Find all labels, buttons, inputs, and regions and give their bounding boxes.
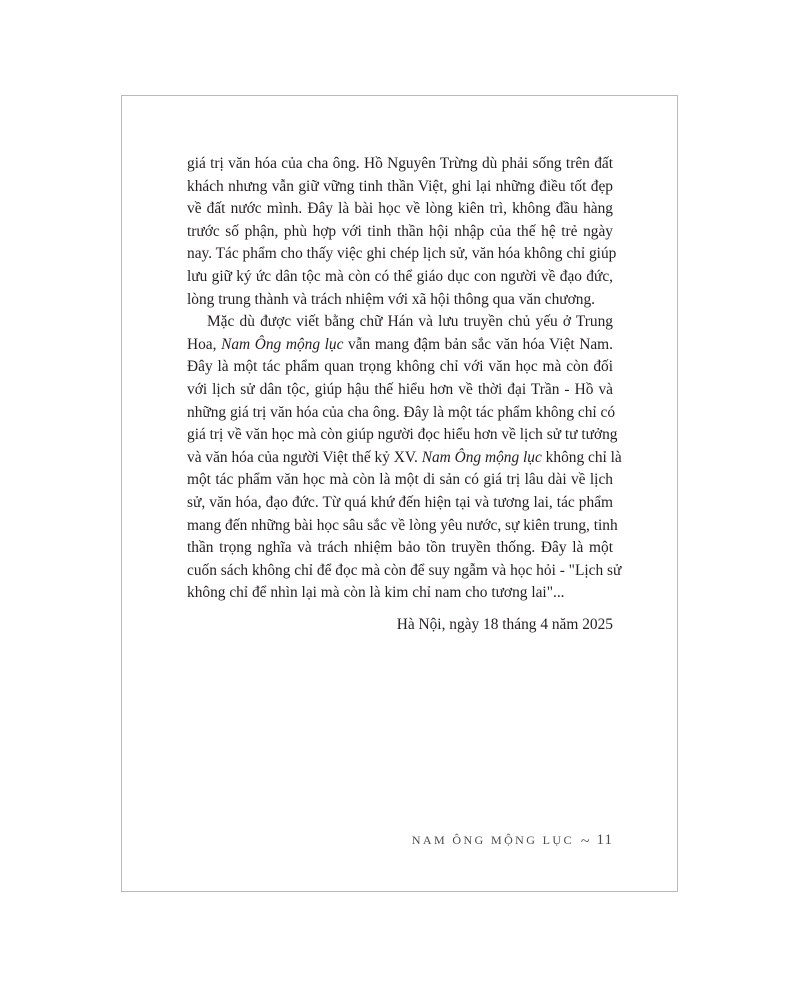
spacer	[187, 605, 613, 614]
paragraph-line: sử, văn hóa, đạo đức. Từ quá khứ đến hiện tại và tương lai, tác phẩm	[187, 493, 613, 511]
paragraph-line: lưu giữ ký ức dân tộc mà còn có thể giáo dục con người về đạo đức,	[187, 267, 613, 285]
paragraph-line: mang đến những bài học sâu sắc về lòng yêu nước, sự kiên trung, tinh	[187, 516, 618, 534]
book-title: Nam Ông mộng lục	[421, 448, 542, 466]
paragraph-line: một tác phẩm văn học mà còn là một di sản có giá trị lâu dài về lịch	[187, 471, 613, 489]
paragraph-line: nay. Tác phẩm cho thấy việc ghi chép lịch sử, văn hóa không chỉ giúp	[187, 245, 617, 263]
paragraph-line: Đây là một tác phẩm quan trọng không chỉ với văn học mà còn đối	[187, 358, 613, 376]
paragraph-line	[187, 334, 613, 357]
paragraph-line: giá trị về văn học mà còn giúp người đọc hiểu hơn về lịch sử tư tưởng	[187, 426, 618, 444]
paragraph-line: cuốn sách không chỉ để đọc mà còn để suy ngẫm và học hỏi - "Lịch sử	[187, 561, 622, 579]
book-title: Nam Ông mộng lục	[221, 335, 344, 353]
paragraph-line: trước số phận, phù hợp với tinh thần hội nhập của thế hệ trẻ ngày	[187, 222, 613, 240]
dateline: Hà Nội, ngày 18 tháng 4 năm 2025	[396, 615, 613, 633]
tilde-separator-icon: ~	[580, 832, 590, 850]
text-run: Hoa,	[187, 335, 222, 353]
paragraph-line: về đất nước mình. Đây là bài học về lòng kiên trì, không đầu hàng	[187, 200, 613, 218]
paragraph-line: với lịch sử dân tộc, giúp hậu thế hiểu hơn về thời đại Trần - Hồ và	[187, 380, 613, 398]
running-footer	[412, 832, 613, 849]
paragraph-line: giá trị văn hóa của cha ông. Hồ Nguyên Trừng dù phải sống trên đất	[187, 155, 613, 172]
paragraph-line	[187, 447, 622, 470]
text-run: không chỉ là	[541, 448, 622, 466]
paragraph-line: khách nhưng vẫn giữ vững tinh thần Việt, ghi lại những điều tốt đẹp	[187, 177, 613, 195]
paragraph-line: những giá trị văn hóa của cha ông. Đây là một tác phẩm không chỉ có	[187, 403, 616, 421]
text-run: và văn hóa của người Việt thế kỷ XV.	[187, 448, 422, 466]
paragraph-line: không chỉ để nhìn lại mà còn là kim chỉ nam cho tương lai"...	[187, 584, 565, 602]
paragraph-line: thần trọng nghĩa và trách nhiệm bảo tồn truyền thống. Đây là một	[187, 539, 613, 557]
running-title: NAM ÔNG MỘNG LỤC	[411, 833, 574, 847]
paragraph-line: Mặc dù được viết bằng chữ Hán và lưu truyền chủ yếu ở Trung	[207, 313, 613, 331]
paragraph-line: lòng trung thành và trách nhiệm với xã hội thông qua văn chương.	[187, 290, 596, 308]
paragraph-2	[187, 311, 622, 605]
paragraph-1	[187, 153, 617, 311]
text-run: vẫn mang đậm bản sắc văn hóa Việt Nam.	[343, 335, 613, 353]
page-body	[187, 153, 622, 636]
page-number: 11	[596, 832, 613, 848]
